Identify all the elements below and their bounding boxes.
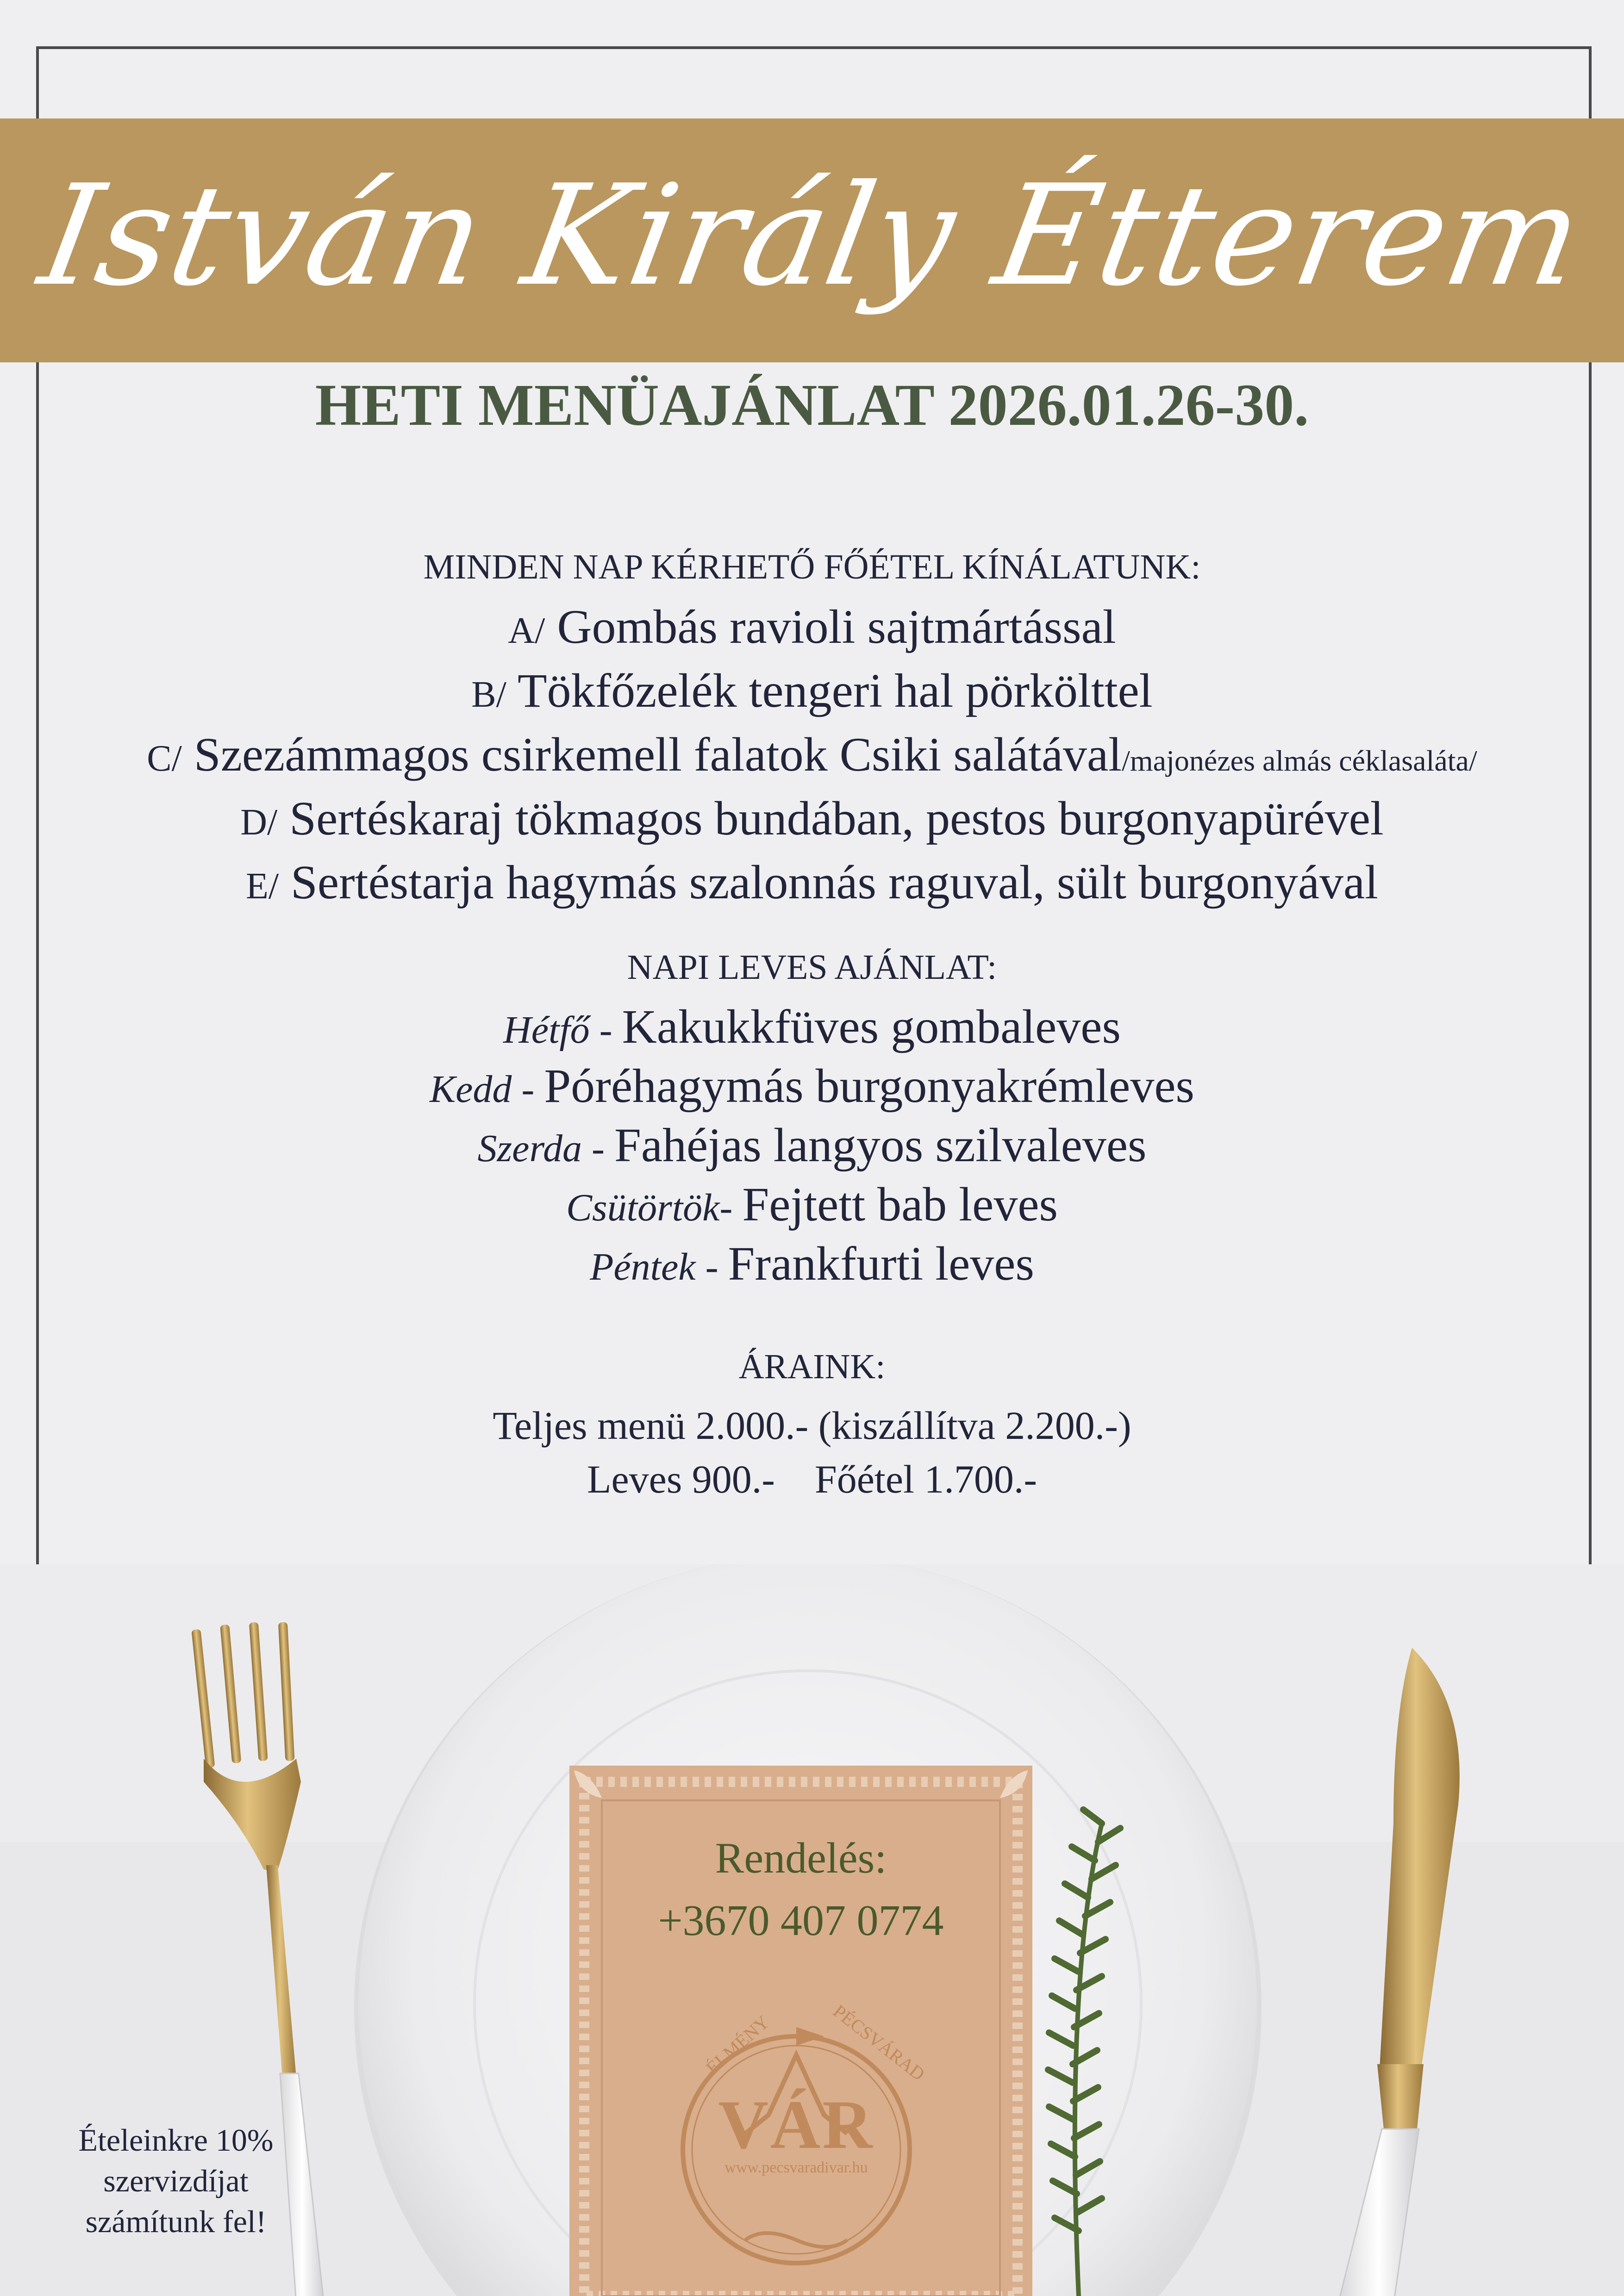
item-letter: B/	[471, 674, 506, 715]
order-phone[interactable]: +3670 407 0774	[658, 1897, 944, 1945]
main-course-item	[0, 852, 1624, 916]
soup-name: Kakukkfüves gombaleves	[622, 1000, 1121, 1053]
service-note-line: számítunk fel!	[85, 2204, 267, 2239]
logo-text-left: ÉLMÉNY	[702, 2011, 774, 2078]
prices-title: ÁRAINK:	[738, 1347, 886, 1386]
soup-item	[0, 1115, 1624, 1179]
soup-section-title: NAPI LEVES AJÁNLAT:	[627, 948, 997, 987]
full-menu-price: Teljes menü 2.000.- (kiszállítva 2.200.-)	[493, 1403, 1131, 1448]
main-courses-title: MINDEN NAP KÉRHETŐ FŐÉTEL KÍNÁLATUNK:	[423, 548, 1201, 586]
logo-url[interactable]: www.pecsvaradivar.hu	[725, 2159, 868, 2176]
item-name: Tökfőzelék tengeri hal pörkölttel	[518, 664, 1153, 717]
logo-text-right: PÉCSVÁRAD	[829, 2000, 929, 2085]
main-course-item	[0, 661, 1624, 725]
soup-name: Fejtett bab leves	[742, 1178, 1058, 1231]
service-note-line: Ételeinkre 10%	[78, 2122, 274, 2158]
soup-main-prices: Leves 900.- Főétel 1.700.-	[587, 1457, 1037, 1501]
soup-item	[0, 1234, 1624, 1297]
item-letter: A/	[508, 610, 545, 651]
main-course-item	[0, 597, 1624, 661]
logo-main-text: VÁR	[718, 2086, 874, 2163]
soup-name: Frankfurti leves	[728, 1237, 1034, 1290]
soup-separator: -	[695, 1245, 728, 1288]
restaurant-name: István Király Étterem	[30, 155, 1594, 317]
item-letter: C/	[147, 738, 182, 779]
soup-separator: -	[512, 1068, 544, 1111]
main-course-item	[0, 725, 1624, 791]
item-name: Gombás ravioli sajtmártással	[557, 600, 1116, 653]
soup-day: Kedd	[430, 1068, 512, 1111]
item-name: Sertéstarja hagymás szalonnás raguval, sült burgonyával	[291, 856, 1379, 909]
item-note: /majonézes almás céklasaláta/	[1122, 744, 1477, 777]
main-course-item	[0, 789, 1624, 852]
soup-name: Póréhagymás burgonyakrémleves	[544, 1059, 1194, 1113]
order-label: Rendelés:	[715, 1834, 887, 1882]
soup-separator: -	[589, 1008, 622, 1052]
soup-day: Szerda	[477, 1127, 582, 1170]
soup-separator: -	[582, 1127, 615, 1170]
soup-day: Péntek	[590, 1245, 696, 1288]
soup-day: Csütörtök	[566, 1186, 720, 1229]
weekly-menu-title: HETI MENÜAJÁNLAT 2026.01.26-30.	[315, 372, 1309, 438]
service-note-line: szervizdíjat	[103, 2163, 249, 2198]
soup-item	[0, 997, 1624, 1060]
soup-item	[0, 1056, 1624, 1120]
item-letter: E/	[245, 866, 279, 907]
soup-day: Hétfő	[503, 1008, 590, 1052]
soup-item	[0, 1175, 1624, 1238]
item-letter: D/	[240, 802, 278, 843]
soup-name: Fahéjas langyos szilvaleves	[614, 1119, 1147, 1172]
item-name: Szezámmagos csirkemell falatok Csiki salátával	[194, 728, 1122, 781]
item-name: Sertéskaraj tökmagos bundában, pestos burgonyapürével	[289, 792, 1384, 845]
soup-separator: -	[719, 1186, 743, 1229]
service-charge-note	[56, 2120, 296, 2242]
